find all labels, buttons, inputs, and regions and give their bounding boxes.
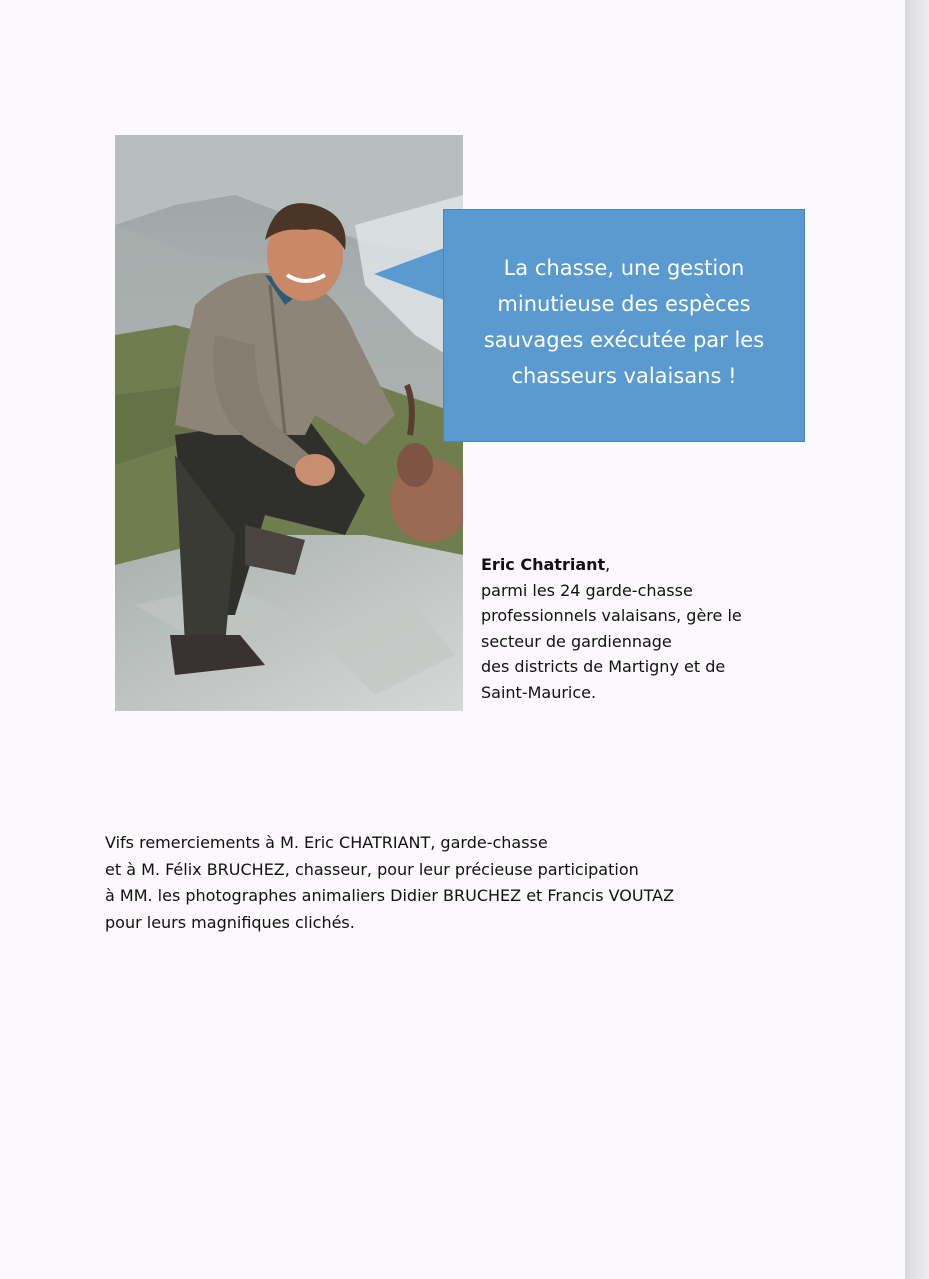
caption-name-suffix: , xyxy=(605,555,611,574)
speech-bubble-text xyxy=(444,250,804,394)
caption-line: parmi les 24 garde-chasse xyxy=(481,580,693,600)
speech-bubble-tail xyxy=(374,248,444,300)
bubble-line: La chasse, une gestion xyxy=(503,256,745,280)
speech-bubble xyxy=(443,209,805,442)
acknowledgement-line: Vifs remerciements à M. Eric CHATRIANT, garde-chasse xyxy=(105,833,548,852)
caption-line: Saint-Maurice. xyxy=(481,682,597,702)
bubble-line: chasseurs valaisans ! xyxy=(511,364,737,388)
bubble-line: sauvages exécutée par les xyxy=(483,328,765,352)
caption-name: Eric Chatriant xyxy=(481,555,606,574)
photo-caption xyxy=(481,552,781,705)
acknowledgement-line: et à M. Félix BRUCHEZ, chasseur, pour leur précieuse participation xyxy=(105,859,639,879)
gamekeeper-photo-illustration xyxy=(115,135,463,711)
bubble-line: minutieuse des espèces xyxy=(497,292,751,316)
gamekeeper-photo xyxy=(115,135,463,711)
acknowledgement-line: à MM. les photographes animaliers Didier BRUCHEZ et Francis VOUTAZ xyxy=(105,886,675,905)
scan-page-edge xyxy=(905,0,929,1279)
acknowledgements xyxy=(105,830,805,936)
caption-line: secteur de gardiennage xyxy=(481,631,672,651)
caption-line: des districts de Martigny et de xyxy=(481,657,726,676)
caption-name-line xyxy=(481,552,781,578)
caption-line: professionnels valaisans, gère le xyxy=(481,606,742,625)
acknowledgement-line: pour leurs magnifiques clichés. xyxy=(105,912,355,932)
